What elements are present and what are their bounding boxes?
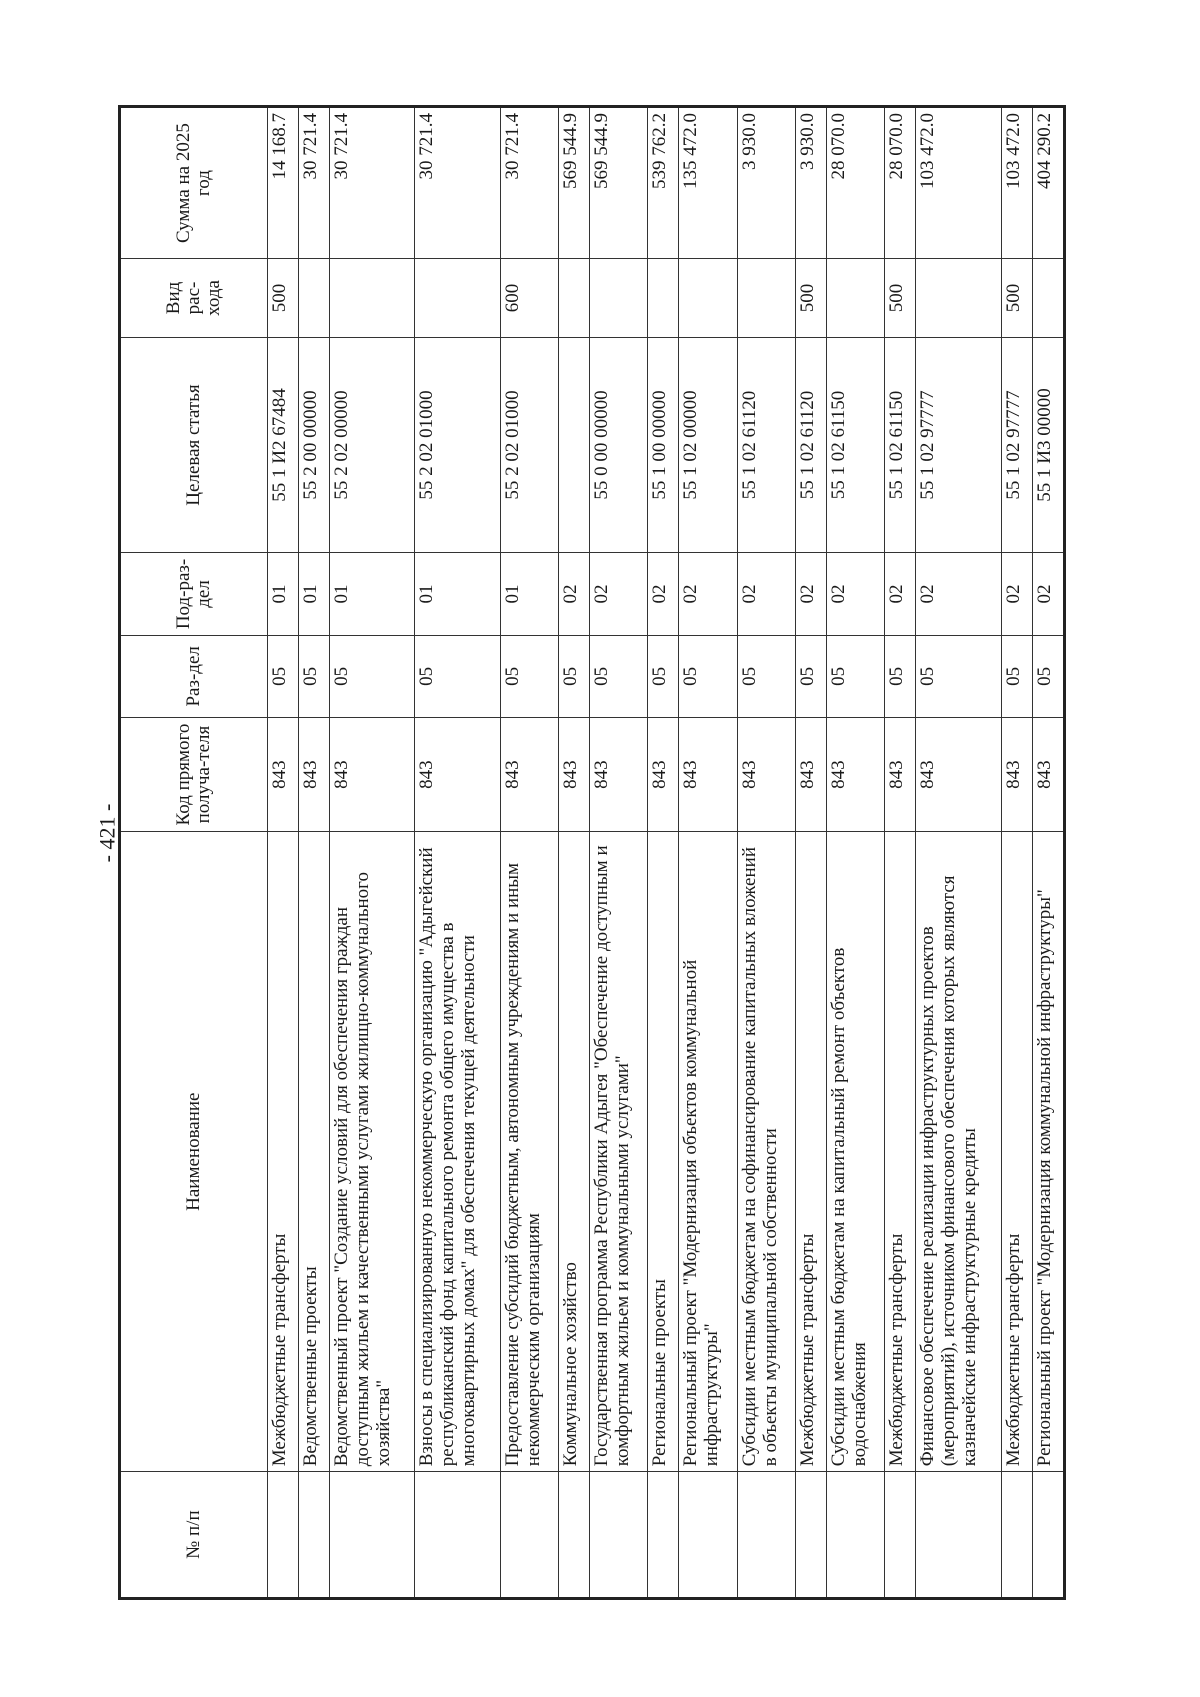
cell-razdel: 05 — [500, 635, 558, 717]
cell-no — [826, 1472, 884, 1599]
table-row — [679, 107, 737, 1599]
cell-podrazdel: 01 — [299, 553, 330, 635]
table-row — [559, 107, 590, 1599]
header-code: Код прямого получа-теля — [120, 718, 268, 832]
cell-target: 55 0 00 00000 — [590, 337, 648, 552]
cell-no — [1001, 1472, 1032, 1599]
table-row — [1001, 107, 1032, 1599]
cell-no — [885, 1472, 916, 1599]
cell-podrazdel: 01 — [415, 553, 500, 635]
cell-no — [299, 1472, 330, 1599]
cell-name: Межбюджетные трансферты — [1001, 832, 1032, 1472]
cell-no — [500, 1472, 558, 1599]
cell-sum: 103 472.0 — [916, 107, 1001, 259]
table-row — [500, 107, 558, 1599]
cell-vid — [590, 259, 648, 338]
cell-podrazdel: 02 — [1001, 553, 1032, 635]
cell-podrazdel: 02 — [559, 553, 590, 635]
header-podrazdel: Под-раз-дел — [120, 553, 268, 635]
cell-sum: 30 721.4 — [330, 107, 415, 259]
cell-target — [559, 337, 590, 552]
cell-name: Региональный проект "Модернизация объектов коммунальной инфраструктуры" — [679, 832, 737, 1472]
cell-code: 843 — [916, 718, 1001, 832]
cell-target: 55 2 02 01000 — [415, 337, 500, 552]
table-row — [737, 107, 795, 1599]
cell-no — [916, 1472, 1001, 1599]
cell-vid: 500 — [885, 259, 916, 338]
cell-no — [559, 1472, 590, 1599]
cell-razdel: 05 — [885, 635, 916, 717]
cell-code: 843 — [1032, 718, 1064, 832]
table-row — [885, 107, 916, 1599]
cell-name: Коммунальное хозяйство — [559, 832, 590, 1472]
cell-code: 843 — [679, 718, 737, 832]
cell-code: 843 — [795, 718, 826, 832]
cell-name: Межбюджетные трансферты — [268, 832, 299, 1472]
cell-sum: 30 721.4 — [415, 107, 500, 259]
table-row — [648, 107, 679, 1599]
cell-sum: 404 290.2 — [1032, 107, 1064, 259]
cell-sum: 135 472.0 — [679, 107, 737, 259]
cell-name: Региональный проект "Модернизация коммунальной инфраструктуры" — [1032, 832, 1064, 1472]
cell-name: Субсидии местным бюджетам на софинансирование капитальных вложений в объекты муниципальной собственности — [737, 832, 795, 1472]
cell-code: 843 — [737, 718, 795, 832]
cell-sum: 28 070.0 — [885, 107, 916, 259]
cell-razdel: 05 — [737, 635, 795, 717]
table-row — [1032, 107, 1064, 1599]
header-razdel: Раз-дел — [120, 635, 268, 717]
cell-podrazdel: 02 — [648, 553, 679, 635]
table-row — [268, 107, 299, 1599]
cell-name: Ведомственные проекты — [299, 832, 330, 1472]
cell-vid — [299, 259, 330, 338]
cell-name: Предоставление субсидий бюджетным, автономным учреждениям и иным некоммерческим организациям — [500, 832, 558, 1472]
cell-razdel: 05 — [648, 635, 679, 717]
cell-razdel: 05 — [330, 635, 415, 717]
cell-sum: 3 930.0 — [737, 107, 795, 259]
cell-target: 55 1 02 61150 — [885, 337, 916, 552]
cell-no — [679, 1472, 737, 1599]
cell-vid — [916, 259, 1001, 338]
cell-name: Субсидии местным бюджетам на капитальный ремонт объектов водоснабжения — [826, 832, 884, 1472]
table-row — [299, 107, 330, 1599]
cell-vid — [330, 259, 415, 338]
cell-name: Межбюджетные трансферты — [885, 832, 916, 1472]
cell-code: 843 — [268, 718, 299, 832]
table-row — [590, 107, 648, 1599]
cell-sum: 539 762.2 — [648, 107, 679, 259]
cell-razdel: 05 — [1001, 635, 1032, 717]
cell-no — [1032, 1472, 1064, 1599]
cell-name: Государственная программа Республики Адыгея "Обеспечение доступным и комфортным жильем и коммунальными услугами" — [590, 832, 648, 1472]
table-row — [916, 107, 1001, 1599]
header-no: № п/п — [120, 1472, 268, 1599]
cell-code: 843 — [330, 718, 415, 832]
cell-code: 843 — [590, 718, 648, 832]
cell-code: 843 — [559, 718, 590, 832]
cell-no — [330, 1472, 415, 1599]
cell-target: 55 1 00 00000 — [648, 337, 679, 552]
cell-target: 55 1 02 97777 — [1001, 337, 1032, 552]
table-body — [268, 107, 1065, 1599]
cell-podrazdel: 02 — [1032, 553, 1064, 635]
cell-sum: 569 544.9 — [590, 107, 648, 259]
cell-no — [737, 1472, 795, 1599]
page-number: - 421 - — [94, 803, 120, 863]
cell-vid — [559, 259, 590, 338]
cell-podrazdel: 02 — [679, 553, 737, 635]
table-row — [795, 107, 826, 1599]
cell-vid: 500 — [1001, 259, 1032, 338]
header-name: Наименование — [120, 832, 268, 1472]
cell-razdel: 05 — [916, 635, 1001, 717]
cell-target: 55 1 02 00000 — [679, 337, 737, 552]
cell-target: 55 2 02 01000 — [500, 337, 558, 552]
cell-no — [268, 1472, 299, 1599]
cell-target: 55 2 02 00000 — [330, 337, 415, 552]
cell-target: 55 1 02 97777 — [916, 337, 1001, 552]
cell-vid: 500 — [795, 259, 826, 338]
cell-vid — [648, 259, 679, 338]
cell-code: 843 — [1001, 718, 1032, 832]
cell-sum: 103 472.0 — [1001, 107, 1032, 259]
cell-vid — [1032, 259, 1064, 338]
cell-podrazdel: 02 — [737, 553, 795, 635]
cell-code: 843 — [648, 718, 679, 832]
cell-podrazdel: 02 — [826, 553, 884, 635]
cell-name: Ведомственный проект "Создание условий для обеспечения граждан доступным жильем и качественными услугами жилищно-коммунального хозяйства" — [330, 832, 415, 1472]
cell-podrazdel: 01 — [268, 553, 299, 635]
cell-vid — [826, 259, 884, 338]
table-row — [415, 107, 500, 1599]
cell-sum: 28 070.0 — [826, 107, 884, 259]
cell-no — [415, 1472, 500, 1599]
cell-vid — [415, 259, 500, 338]
cell-razdel: 05 — [559, 635, 590, 717]
cell-vid — [737, 259, 795, 338]
cell-name: Межбюджетные трансферты — [795, 832, 826, 1472]
cell-target: 55 1 И2 67484 — [268, 337, 299, 552]
table-row — [826, 107, 884, 1599]
header-vid: Вид рас-хода — [120, 259, 268, 338]
cell-vid: 600 — [500, 259, 558, 338]
cell-sum: 3 930.0 — [795, 107, 826, 259]
rotated-table-container — [118, 105, 1066, 1600]
cell-no — [795, 1472, 826, 1599]
cell-target: 55 1 И3 00000 — [1032, 337, 1064, 552]
cell-target: 55 1 02 61120 — [795, 337, 826, 552]
header-target: Целевая статья — [120, 337, 268, 552]
cell-razdel: 05 — [679, 635, 737, 717]
cell-razdel: 05 — [268, 635, 299, 717]
cell-podrazdel: 01 — [500, 553, 558, 635]
cell-vid: 500 — [268, 259, 299, 338]
cell-sum: 30 721.4 — [299, 107, 330, 259]
cell-code: 843 — [826, 718, 884, 832]
budget-table — [118, 105, 1066, 1600]
table-row — [330, 107, 415, 1599]
cell-code: 843 — [885, 718, 916, 832]
cell-podrazdel: 02 — [590, 553, 648, 635]
cell-target: 55 1 02 61120 — [737, 337, 795, 552]
cell-target: 55 1 02 61150 — [826, 337, 884, 552]
cell-podrazdel: 01 — [330, 553, 415, 635]
cell-razdel: 05 — [590, 635, 648, 717]
cell-razdel: 05 — [1032, 635, 1064, 717]
cell-vid — [679, 259, 737, 338]
cell-name: Взносы в специализированную некоммерческую организацию "Адыгейский республиканский фонд капитального ремонта общего имущества в многоквартирных домах" для обеспечения текущей деятельности — [415, 832, 500, 1472]
header-row — [120, 107, 268, 1599]
cell-razdel: 05 — [299, 635, 330, 717]
header-sum: Сумма на 2025 год — [120, 107, 268, 259]
cell-sum: 569 544.9 — [559, 107, 590, 259]
cell-code: 843 — [299, 718, 330, 832]
cell-podrazdel: 02 — [795, 553, 826, 635]
cell-name: Региональные проекты — [648, 832, 679, 1472]
cell-podrazdel: 02 — [885, 553, 916, 635]
cell-sum: 14 168.7 — [268, 107, 299, 259]
cell-razdel: 05 — [415, 635, 500, 717]
cell-no — [590, 1472, 648, 1599]
cell-no — [648, 1472, 679, 1599]
cell-name: Финансовое обеспечение реализации инфраструктурных проектов (мероприятий), источником финансового обеспечения которых являются казначейские инфраструктурные кредиты — [916, 832, 1001, 1472]
cell-razdel: 05 — [795, 635, 826, 717]
cell-sum: 30 721.4 — [500, 107, 558, 259]
cell-razdel: 05 — [826, 635, 884, 717]
cell-code: 843 — [415, 718, 500, 832]
cell-target: 55 2 00 00000 — [299, 337, 330, 552]
cell-code: 843 — [500, 718, 558, 832]
cell-podrazdel: 02 — [916, 553, 1001, 635]
